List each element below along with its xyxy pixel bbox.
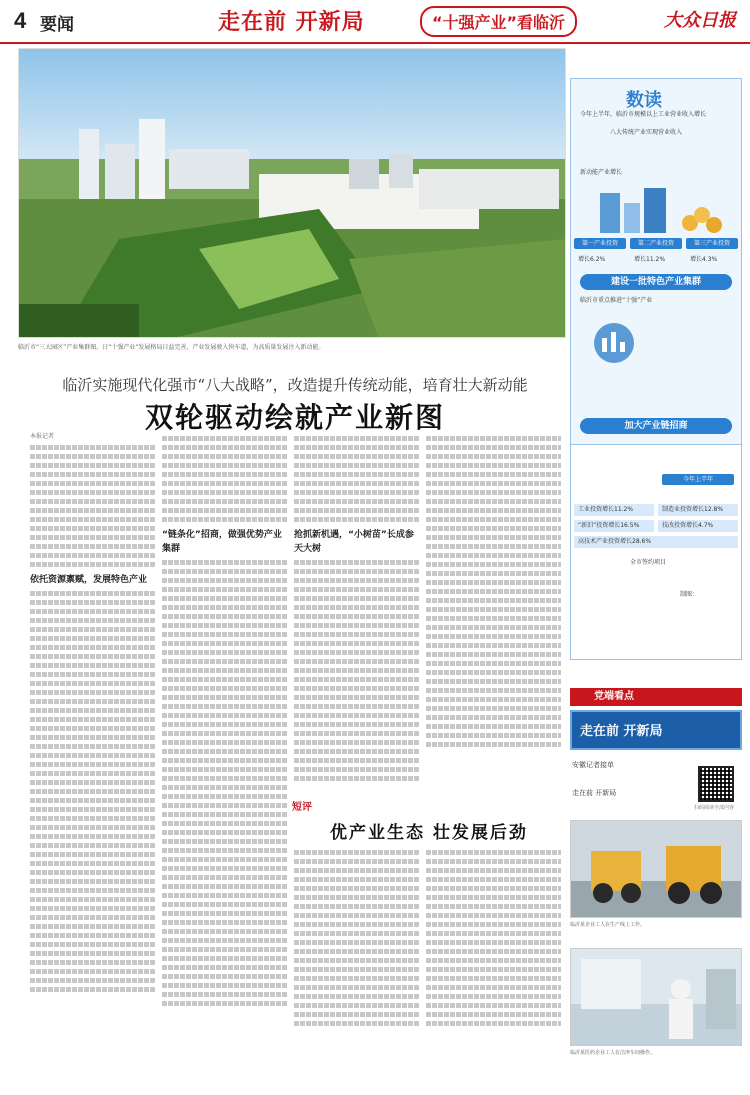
article-byline: 本报记者 (30, 433, 55, 440)
chip-tertiary: 第三产业投资 (686, 238, 738, 249)
lab-photo (570, 948, 742, 1046)
masthead (0, 0, 750, 44)
party-banner-title: 走在前 开新局 (580, 724, 663, 739)
chart-icon (584, 318, 644, 368)
commentary-column-2 (426, 846, 561, 1086)
lab-illustration (571, 949, 742, 1046)
party-link-2[interactable]: 走在前 开新局 (572, 789, 617, 797)
banner-tag (420, 6, 577, 37)
party-link-1[interactable]: 安徽记者接单 (572, 761, 614, 769)
cell-industrial: 工业投资增长11.2% (574, 504, 654, 516)
banner-slogan: 走在前 开新局 (218, 9, 365, 35)
commentary-title: 优产业生态 壮发展后劲 (330, 823, 528, 843)
subhead-2: “链条化”招商，做强优势产业集群 (162, 530, 282, 554)
page-number: 4 (14, 8, 27, 33)
chip-value-primary: 增长6.2% (578, 256, 606, 263)
stat-line-2: 八大传统产业实现营业收入 (610, 129, 683, 136)
qr-label: 扫码阅读全部内容 (694, 805, 735, 811)
buildings-coins-icon (590, 183, 730, 238)
section-title-clusters: 建设一批特色产业集群 (580, 274, 732, 290)
cluster-line: 临沂市重点推进“十强”产业 (580, 297, 653, 304)
subhead-1: 依托资源禀赋，发展特色产业 (30, 575, 148, 585)
chip-secondary: 第二产业投资 (630, 238, 682, 249)
section-name: 要闻 (40, 15, 74, 35)
chart-credit: 制图： (680, 591, 699, 598)
industrial-park-illustration (19, 49, 566, 338)
industrial-park-photo (18, 48, 566, 338)
article-column-1 (30, 432, 155, 1087)
commentary-column-1 (294, 846, 419, 1086)
chip-value-tertiary: 增长4.3% (690, 256, 718, 263)
party-section-header: 党端看点 (570, 688, 742, 706)
qr-code-icon[interactable] (698, 766, 734, 802)
factory-photo (570, 820, 742, 918)
section-title-investment: 加大产业链招商 (580, 418, 732, 434)
sidebar (570, 48, 742, 1088)
chip-primary: 第一产业投资 (574, 238, 626, 249)
factory-caption: 临沂某企业工人在生产线上工作。 (570, 922, 646, 928)
article-column-4 (426, 432, 561, 787)
stat-line-3: 新动能产业增长 (580, 169, 623, 176)
cell-conversion: “新旧”投资增长16.5% (574, 520, 654, 532)
article-column-2 (162, 432, 287, 1087)
brand-logo: 大众日报 (664, 10, 736, 31)
subhead-3: 抢抓新机遇，“小树苗”长成参天大树 (294, 530, 414, 554)
investment-note: 全市签约项目 (630, 559, 667, 566)
party-banner[interactable] (570, 710, 742, 750)
commentary-tag: 短评 (292, 802, 312, 813)
factory-illustration (571, 821, 742, 918)
chip-value-secondary: 增长11.2% (634, 256, 666, 263)
article-column-3 (294, 432, 419, 787)
cell-high-tech: 高技术产业投资增长28.6% (574, 536, 738, 548)
cell-tech-upgrade: 技改投资增长4.7% (658, 520, 738, 532)
lab-caption: 临沂某医药企业工人在洁净车间操作。 (570, 1050, 656, 1056)
cell-manufacturing: 制造业投资增长12.8% (658, 504, 738, 516)
photo-caption: 临沂市“三大园区”产业集群图。日“十强产业”发展格局日益完善，产业发展驶入快车道，为高质量发展注入新动能。 (18, 344, 325, 351)
banner-tag-text: “十强产业”看临沂 (432, 13, 566, 32)
article-title: 双轮驱动绘就产业新图 (144, 401, 445, 434)
stat-line-1: 今年上半年，临沂市规模以上工业营业收入增长 (580, 111, 707, 118)
data-panel-title: 数读 (626, 90, 662, 111)
article-kicker: 临沂实施现代化强市“八大战略”，改造提升传统动能，培育壮大新动能 (62, 376, 528, 394)
year-chip: 今年上半年 (662, 474, 734, 485)
